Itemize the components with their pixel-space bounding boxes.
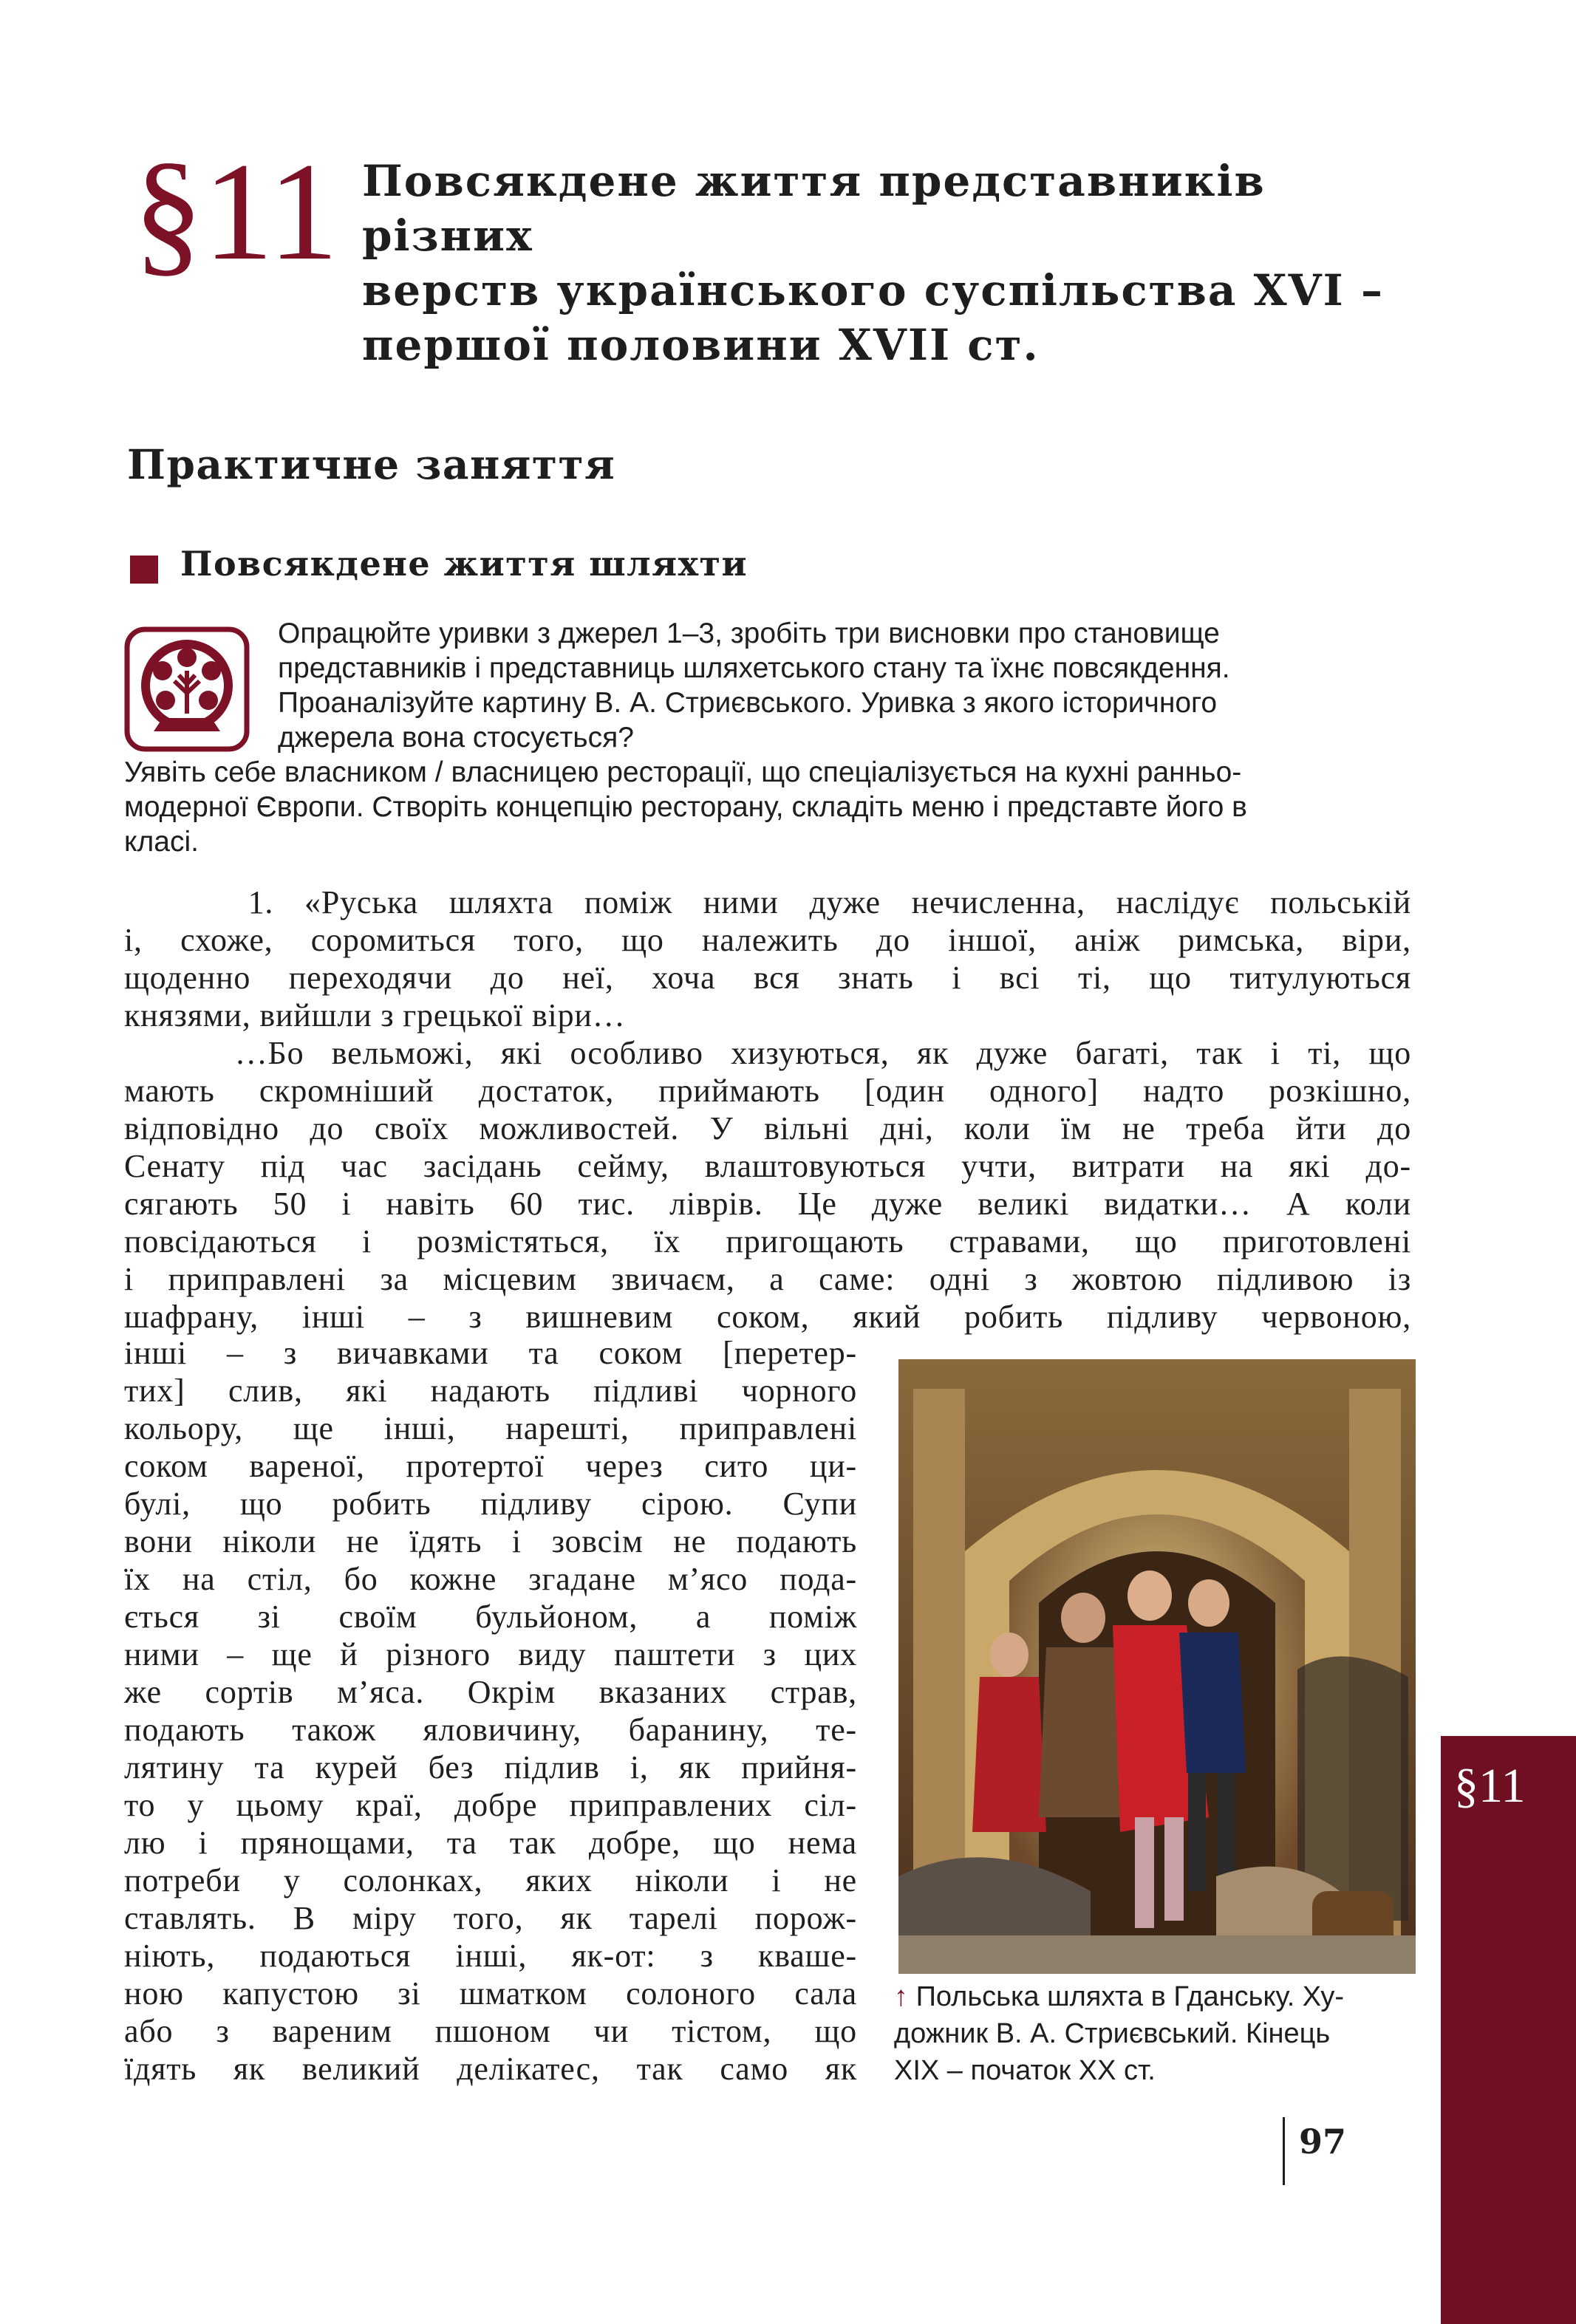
text-line: і, схоже, соромиться того, що належить до іншої, аніж римська, віри, — [124, 922, 1411, 958]
task-line: представників і представниць шляхетського стану та їхнє повсякдення. — [278, 652, 1230, 684]
task-line: Уявіть себе власником / власницею ресторації, що спеціалізується на кухні ранньо- — [124, 756, 1242, 788]
page-number-divider — [1283, 2117, 1285, 2185]
chapter-title — [362, 154, 1411, 372]
text-line: сягають 50 і навіть 60 тис. ліврів. Це дуже великі видатки… А коли — [124, 1186, 1411, 1222]
text-line: подають також яловичину, баранину, те- — [124, 1712, 857, 1748]
section-heading: Повсякдене життя шляхти — [180, 544, 748, 584]
text-line: то у цьому краї, добре приправлених сіл- — [124, 1787, 857, 1823]
text-line: шафрану, інші – з вишневим соком, який робить підливу червоною, — [124, 1299, 1411, 1335]
text-line: ніють, подаються інші, як-от: з кваше- — [124, 1938, 857, 1974]
text-line: лю і прянощами, та так добре, що нема — [124, 1825, 857, 1861]
text-line: же сортів м’яса. Окрім вказаних страв, — [124, 1674, 857, 1710]
text-line: Сенату під час засідань сейму, влаштовуються учти, витрати на які до- — [124, 1148, 1411, 1184]
caption-line: дожник В. А. Стриєвський. Кінець — [894, 2018, 1331, 2049]
side-tab-label: §11 — [1454, 1759, 1526, 1813]
text-line: повсідаються і розмістяться, їх пригощають стравами, що приготовлені — [124, 1223, 1411, 1260]
task-line: Опрацюйте уривки з джерел 1–3, зробіть три висновки про становище — [278, 618, 1220, 649]
up-arrow-icon: ↑ — [894, 1981, 908, 2012]
text-line: кольору, ще інші, нарешті, приправлені — [124, 1410, 857, 1446]
text-line: соком вареної, протертої через сито ци- — [124, 1448, 857, 1484]
section-bullet-square — [130, 556, 158, 584]
caption-text: Польська шляхта в Гданську. Ху- — [915, 1981, 1344, 2012]
text-line: …Бо вельможі, які особливо хизуються, як дуже багаті, так і ті, що — [124, 1035, 1411, 1071]
text-line: щоденно переходячи до неї, хоча вся знать і всі ті, що титулуються — [124, 960, 1411, 996]
text-line: лятину та курей без підлив і, як прийня- — [124, 1749, 857, 1785]
text-line: ється зі своїм бульйоном, а поміж — [124, 1599, 857, 1635]
text-line: і приправлені за місцевим звичаєм, а саме: одні з жовтою підливою із — [124, 1261, 1411, 1297]
task-instructions — [278, 616, 1430, 755]
chapter-side-tab — [1441, 1736, 1576, 2324]
text-line: тих] слив, які надають підливі чорного — [124, 1373, 857, 1409]
task-line: Проаналізуйте картину В. А. Стриєвського. Уривка з якого історичного — [278, 687, 1218, 719]
text-line: вони ніколи не їдять і зовсім не подають — [124, 1523, 857, 1559]
source-excerpt — [124, 884, 1411, 1336]
figure-caption — [894, 1978, 1426, 2089]
section-mark: §11 — [133, 134, 338, 290]
text-line: ними – ще й різного виду паштети з цих — [124, 1636, 857, 1672]
text-line: відповідно до своїх можливостей. У вільні дні, коли їм не треба йти до — [124, 1110, 1411, 1146]
title-line: першої половини XVII ст. — [362, 320, 1040, 370]
painting-illustration — [898, 1359, 1416, 1974]
text-line: їх на стіл, бо кожне згадане м’ясо пода- — [124, 1561, 857, 1597]
source-excerpt-column — [124, 1334, 857, 2088]
task-rosette-icon — [124, 626, 250, 752]
task-line: класі. — [124, 826, 199, 858]
practical-heading: Практичне заняття — [127, 440, 616, 488]
caption-line: XIX – початок XX ст. — [894, 2055, 1156, 2086]
text-line: потреби у солонках, яких ніколи і не — [124, 1862, 857, 1898]
text-line: їдять як великий делікатес, так само як — [124, 2051, 857, 2087]
text-line: князями, вийшли з грецької віри… — [124, 997, 626, 1033]
task-line: джерела вона стосується? — [278, 722, 634, 753]
title-line: верств українського суспільства XVI – — [362, 265, 1384, 315]
task-line: модерної Європи. Створіть концепцію ресторану, складіть меню і представте його в — [124, 791, 1247, 823]
text-line: ставлять. В міру того, як тарелі порож- — [124, 1900, 857, 1936]
caption-line — [894, 1978, 1426, 2015]
text-line: 1. «Руська шляхта поміж ними дуже нечисленна, наслідує польській — [124, 884, 1411, 920]
title-line: Повсякдене життя представників різних — [362, 156, 1266, 261]
text-line: інші – з вичавками та соком [перетер- — [124, 1335, 857, 1371]
page-number: 97 — [1299, 2122, 1347, 2161]
text-line: ною капустою зі шматком солоного сала — [124, 1975, 857, 2012]
task-extra-instructions — [124, 755, 1425, 859]
text-line: мають скромніший достаток, приймають [один одного] надто розкішно, — [124, 1073, 1411, 1109]
text-line: булі, що робить підливу сірою. Супи — [124, 1486, 857, 1522]
text-line: або з вареним пшоном чи тістом, що — [124, 2013, 857, 2049]
